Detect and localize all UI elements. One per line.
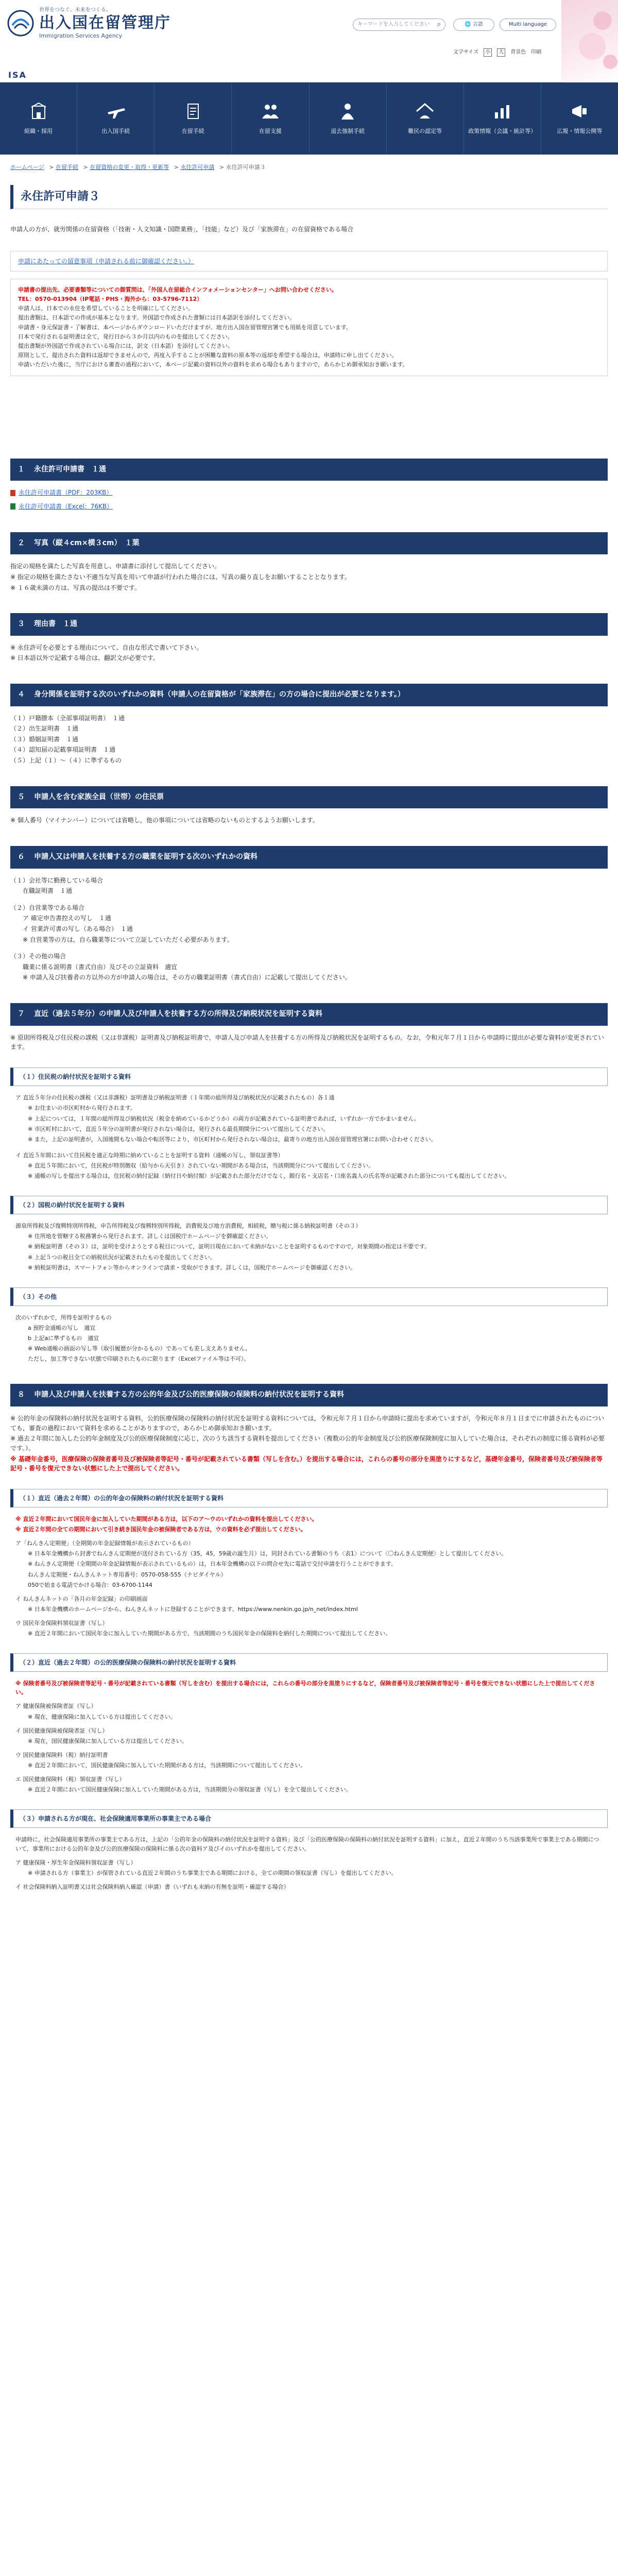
notice-line: 申請書の提出先、必要書類等についての御質問は、「外国人在留総合インフォメーションセンター」へお問い合わせください。 <box>18 286 337 294</box>
pdf-icon <box>10 490 15 496</box>
section-body <box>10 488 608 511</box>
notes-link-text[interactable]: 申請にあたっての留意事項（申請される前に御確認ください。） <box>18 257 195 265</box>
nav-label: 退去強制手続 <box>331 128 365 135</box>
body-text: （４）認知届の記載事項証明書 １通 <box>10 746 116 754</box>
section-num: ６ <box>18 852 25 861</box>
section-heading <box>10 613 608 636</box>
body-text: ※ 公的年金の保険料の納付状況を証明する資料，公的医療保険の保険料の納付状況を証明する資料については，令和元年７月１日から申請時に提出を求めていますが，令和元年８月１日までに申請されたものについても，審査の過程において資料を求めることがありますので，あらかじめ御承知おき願います。 <box>10 1415 605 1432</box>
body-text: ※ 直近２年間において国民年金に加入していた期間がある方で、当該期間のうち国民年金の保険料を納付した期間について提出してください。 <box>28 1630 391 1637</box>
subsection-heading: （２）国税の納付状況を証明する資料 <box>10 1196 608 1215</box>
notice-item: 提出書類が外国語で作成されている場合には，訳文（日本語）を添付してください。 <box>18 342 233 349</box>
section-heading <box>10 1003 608 1026</box>
download-excel-link[interactable]: 永住許可申請書（Excel：76KB） <box>19 503 113 511</box>
section-title: 申請人を含む家族全員（世帯）の住民票 <box>34 792 164 801</box>
body-text: ウ 国民健康保険料（税）納付証明書 <box>15 1751 108 1758</box>
site-logo[interactable] <box>7 6 171 40</box>
section-body <box>10 562 608 592</box>
nav-policy[interactable] <box>464 82 541 155</box>
download-pdf-link[interactable]: 永住許可申請書（PDF：203KB） <box>19 489 113 497</box>
body-text: イ 直近５年間において住民税を適正な時期に納めていることを証明する資料（通帳の写し，領収証書等） <box>15 1151 284 1159</box>
warning-text: ※ 直近２年間の全ての期間において引き続き国民年金の被保険者である方は，ウの資料を必ず提出してください。 <box>15 1526 306 1533</box>
nav-label: 在留支援 <box>259 128 282 135</box>
text-small-button[interactable]: 小 <box>484 48 492 57</box>
body-text: ※ 現在，国民健康保険に加入している方は提出してください。 <box>28 1737 187 1744</box>
body-text: （５）上記（１）〜（４）に準ずるもの <box>10 757 122 765</box>
body-text: イ ねんきんネットの「各月の年金記録」の印刷画面 <box>15 1595 148 1602</box>
body-text: ※ 市区町村において，直近５年分の証明書が発行されない場合は，発行される最長期間分について提出してください。 <box>28 1125 329 1132</box>
page-title: 永住許可申請３ <box>10 185 608 209</box>
section-title: 申請人及び申請人を扶養する方の公的年金及び公的医療保険の保険料の納付状況を証明する資料 <box>34 1391 344 1399</box>
airplane-icon <box>106 101 126 122</box>
nav-residence[interactable] <box>154 82 232 155</box>
body-text: ※ 過去２年間に加入した公的年金制度及び公的医療保険制度に応じ，次のうち該当する資料を提出してください（複数の公的年金制度及び公的医療保険制度に加入していた場合は，それぞれの制度に係る資料が必要です。）。 <box>10 1435 605 1452</box>
section-body <box>10 876 608 982</box>
body-text: ※ お住まいの市区町村から発行されます。 <box>28 1105 136 1112</box>
subsection-heading: （１）直近（過去２年間）の公的年金の保険料の納付状況を証明する資料 <box>10 1489 608 1508</box>
warning-text: ※ 基礎年金番号，医療保険の保険者番号及び被保険者等記号・番号が記載されている書類（写しを含む。）を提出する場合には，これらの番号の部分を黒塗りにするなど，基礎年金番号，保険者番号及び被保険者等記号・番号を復元できない状態にした上で提出してください。 <box>10 1455 603 1472</box>
section-num: ４ <box>18 690 25 699</box>
nav-deportation[interactable] <box>310 82 387 155</box>
body-text: ※ 直近２年間において国民健康保険に加入していた期間がある方は，当該期間分の領収証書（写し）を全て提出してください。 <box>28 1786 352 1793</box>
search-icon[interactable]: ⌕ <box>437 20 441 28</box>
building-icon <box>28 101 49 122</box>
section-title: 申請人又は申請人を扶養する方の職業を証明する次のいずれかの資料 <box>34 852 258 861</box>
body-text: （１）戸籍謄本（全部事項証明書） １通 <box>10 714 125 722</box>
download-link[interactable] <box>10 488 608 498</box>
section-title: 写真（縦４cm×横３cm） １葉 <box>34 538 140 547</box>
section-num: ２ <box>18 538 25 547</box>
notice-line: TEL：0570-013904（IP電話・PHS・海外から：03-5796-7112） <box>18 296 203 303</box>
section-heading <box>10 532 608 555</box>
body-text: ウ 国民年金保険料領収証書（写し） <box>15 1619 108 1626</box>
nav-label: 政策情報（会議・統計等） <box>468 128 537 135</box>
text-size-label: 文字サイズ <box>453 49 479 56</box>
nav-label: 難民の認定等 <box>408 128 442 135</box>
breadcrumb-link[interactable]: 永住許可申請 <box>180 164 215 171</box>
body-text: a 預貯金通帳の写し 適宜 <box>28 1325 96 1332</box>
breadcrumb: ホームページ > 在留手続 > 在留資格の変更・取得・更新等 > 永住許可申請 > 永住許可申請３ <box>10 164 266 171</box>
section-heading <box>10 459 608 481</box>
lead-text: 申請人の方が、就労関係の在留資格（「技術・人文知識・国際業務」，「技能」など）及び「家族滞在」の在留資格である場合 <box>10 226 354 233</box>
body-text: 在職証明書 １通 <box>23 887 73 895</box>
subsection-body <box>15 1093 603 1180</box>
body-text: ※ 申請人及び扶養者の方以外の方が申請人の場合は，その方の職業証明書（書式自由）に記載して提出してください。 <box>23 974 351 981</box>
notice-item: 申請いただいた後に，当庁における審査の過程において，本ページ記載の資料以外の資料を求める場合もありますので，あらかじめ御承知おき願います。 <box>18 361 408 368</box>
body-text: （２）自営業等である場合 <box>10 904 85 911</box>
body-text: ※ Web通帳の画面の写し等（取引履歴が分かるもの）であっても差し支えありません。 <box>28 1345 251 1352</box>
body-text: （１）会社等に勤務している場合 <box>10 876 104 884</box>
subsection-body <box>15 1679 603 1793</box>
body-text: ※ 上記５つの税目全ての納税状況が記載されたものを提出してください。 <box>28 1253 216 1261</box>
section-body <box>10 714 608 766</box>
nav-label: 出入国手続 <box>101 128 130 135</box>
site-title-en: Immigration Services Agency <box>39 32 123 39</box>
breadcrumb-current: 永住許可申請３ <box>226 164 266 171</box>
body-text: ※ １６歳未満の方は、写真の提出は不要です。 <box>10 584 141 591</box>
notice-item: 原則として，提出された資料は返却できませんので，再度入手することが困難な資料の原本等の返却を希望する場合は，申請時に申し出てください。 <box>18 351 398 359</box>
body-text: （３）婚姻証明書 １通 <box>10 735 79 743</box>
body-text: ア「ねんきん定期便」（全期間の年金記録情報が表示されているもの） <box>15 1540 194 1547</box>
body-text: ア 確定申告書控えの写し １通 <box>23 914 111 922</box>
body-text: ※ 納税証明書は，スマートフォン等からオンラインで請求・受取ができます。詳しくは，国税庁ホームページを御確認ください。 <box>28 1264 356 1271</box>
global-nav <box>0 82 618 155</box>
header-tools <box>453 48 541 57</box>
body-text: ※ 通帳の写しを提出する場合は，住民税の納付記録（納付日や納付額）が記載された部分だけでなく，銀行名・支店名・口座名義人の氏名等が記載された部分についても提出してください。 <box>28 1172 510 1179</box>
body-text: （２）出生証明書 １通 <box>10 725 79 733</box>
excel-icon <box>10 503 15 510</box>
section-body <box>10 816 608 825</box>
section-num: ８ <box>18 1391 25 1399</box>
body-text: ア 健康保険・厚生年金保険料領収証書（写し） <box>15 1859 136 1866</box>
body-text: イ 国民健康保険被保険者証（写し） <box>15 1727 108 1734</box>
subsection-body <box>15 1313 603 1363</box>
body-text: ※ 上記については，１年間の総所得及び納税状況（税金を納めているかどうか）の両方が記載されている証明書であれば，いずれか一方でかまいません。 <box>28 1115 420 1122</box>
body-text: ※ 自営業等の方は，自ら職業等について立証していただく必要があります。 <box>23 936 233 943</box>
notes-link[interactable] <box>10 251 608 272</box>
body-text: ア 健康保険被保険者証（写し） <box>15 1703 97 1710</box>
body-text: ※ ねんきん定期便（全期間の年金記録情報が表示されているもの）は，日本年金機構の以下の問合せ先に電話で交付申請を行うことができます。 <box>28 1561 397 1568</box>
breadcrumb-link[interactable]: 在留手続 <box>56 164 78 171</box>
notice-item: 申請書・身元保証書・了解書は、本ページからダウンロードいただけますが、地方出入国在留管理官署でも用紙を用意しています。 <box>18 324 352 331</box>
subsection-heading: （１）住民税の納付状況を証明する資料 <box>10 1067 608 1087</box>
section-num: ５ <box>18 792 25 801</box>
body-text: 050で始まる電話でかける場合：03-6700-1144 <box>28 1581 152 1588</box>
notice-item: 日本で発行される証明書は全て，発行日から３か月以内のものを提出してください。 <box>18 333 233 340</box>
search-placeholder: キーワードを入力してください <box>357 22 430 28</box>
site-header <box>0 0 618 82</box>
nav-organization[interactable] <box>0 82 77 155</box>
section-title: 理由書 １通 <box>34 620 77 629</box>
nav-label: 組織・採用 <box>24 128 53 135</box>
section-body <box>10 1414 608 1473</box>
body-text: エ 国民健康保険料（税）領収証書（写し） <box>15 1775 125 1783</box>
section-num: ３ <box>18 620 25 629</box>
warning-text: ※ 保険者番号及び被保険者等記号・番号が記載されている書類（写しを含む）を提出する場合には，これらの番号の部分を黒塗りにするなど，保険者番号及び被保険者等記号・番号を復元できない状態にした上で提出してください。 <box>15 1680 595 1696</box>
print-button[interactable]: 印刷 <box>531 49 542 56</box>
body-text: ※ 住所地を管轄する税務署から発行されます。詳しくは国税庁ホームページを御確認ください。 <box>28 1233 272 1240</box>
shelter-icon <box>415 101 435 122</box>
body-text: 職業に係る説明書（書式自由）及びその立証資料 適宜 <box>23 963 178 971</box>
body-text: ※ 日本年金機構から封書でねんきん定期便が送付されている方（35，45，59歳の誕生月）は，同封されている書類のうち〈表1〉について〈〇ねんきん定期便〉として提出してください。 <box>28 1550 507 1557</box>
text-large-button[interactable]: 大 <box>497 48 505 57</box>
header-tagline: 世界をつなぐ、未来をつくる。 <box>39 7 111 13</box>
body-text: イ 社会保険料納入証明書又は社会保険料納入確認（申請）書（いずれも未納の有無を証明・確認する場合） <box>15 1883 289 1890</box>
breadcrumb-link[interactable]: 在留資格の変更・取得・更新等 <box>90 164 169 171</box>
section-heading <box>10 786 608 809</box>
body-text: ※ 原則所得税及び住民税の課税（又は非課税）証明書及び納税証明書で，申請人及び申請人を扶養する方の所得及び納税状況を証明するもの。なお，令和元年７月１日から申請時に提出が必要な資料が変更されています。 <box>10 1033 605 1051</box>
nav-label: 在留手続 <box>181 128 204 135</box>
site-title: 出入国在留管理庁 <box>39 13 171 32</box>
body-text: ※ また，上記の証明書が，入国後間もない場合や転居等により，市区町村から発行されない場合は，最寄りの地方出入国在留管理官署にお問い合わせください。 <box>28 1136 437 1143</box>
section-heading <box>10 1384 608 1406</box>
subsection-body <box>15 1222 603 1272</box>
body-text: 申請時に，社会保険適用事業所の事業主である方は，上記の「公的年金の保険料の納付状況を証明する資料」及び「公的医療保険の保険料の納付状況を証明する資料」に加え，直近２年間のうち当該事業所で事業主である期間について，事業所における公的年金及び公的医療保険の保険料に係る次の資料ア及びイのいずれかを提出してください。 <box>15 1836 599 1852</box>
section-title: 直近（過去５年分）の申請人及び申請人を扶養する方の所得及び納税状況を証明する資料 <box>34 1009 322 1018</box>
nav-publicity[interactable] <box>541 82 618 155</box>
isa-label: ISA <box>8 70 27 80</box>
notice-item: 提出書類は、日本語での作成が基本となります。外国語で作成された書類には日本語訳を添付してください。 <box>18 314 296 321</box>
body-text: ※ 納税証明書（その３）は，証明を受けようとする税目について，証明日現在において未納がないことを証明するものですので，対象期間の指定は不要です。 <box>28 1243 431 1250</box>
multi-language-button[interactable]: Multi language <box>500 19 556 31</box>
section-body <box>10 1033 608 1052</box>
notice-item: 申請人は、日本での永住を希望していることを明確にしてください。 <box>18 305 194 312</box>
body-text: ※ 申請される方（事業主）が保管されている直近２年間のうち事業主である期間における，全ての期間の領収証書（写し）を提出してください。 <box>28 1869 397 1876</box>
isa-logo-icon <box>7 10 34 37</box>
subsection-body <box>15 1515 603 1638</box>
megaphone-icon <box>569 101 590 122</box>
body-text: b 上記aに準ずるもの 適宜 <box>28 1335 99 1342</box>
person-icon <box>337 101 358 122</box>
document-icon <box>183 101 203 122</box>
body-text: ※ 直近５年間において，住民税が特別徴収（給与から天引き）されていない期間がある場合は，当該期間分について提出してください。 <box>28 1162 374 1169</box>
nav-refugee[interactable] <box>387 82 464 155</box>
subsection-heading: （３）その他 <box>10 1287 608 1307</box>
subsection-body <box>15 1835 603 1891</box>
support-icon <box>260 101 281 122</box>
body-text: ※ 日本年金機構のホームページから、ねんきんネットに登録することができます。https://www.nenkin.go.jp/n_net/index.html <box>28 1605 358 1613</box>
body-text: ただし，加工等できない状態で印刷されたものに限ります（Excelファイル等は不可）。 <box>28 1355 250 1363</box>
nav-support[interactable] <box>232 82 309 155</box>
nav-immigration[interactable] <box>77 82 154 155</box>
section-num: ７ <box>18 1009 25 1018</box>
contrast-button[interactable]: 背景色 <box>510 49 526 56</box>
notice-box <box>10 279 608 376</box>
section-title: 身分関係を証明する次のいずれかの資料（申請人の在留資格が「家族滞在」の方の場合に提出が必要となります。） <box>34 690 405 699</box>
language-button[interactable]: 🌐 言語 <box>453 19 494 31</box>
body-text: イ 営業許可書の写し（ある場合） １通 <box>23 925 133 933</box>
subsection-heading: （３）申請される方が現在、社会保険適用事業所の事業主である場合 <box>10 1809 608 1828</box>
body-text: ア 直近５年分の住民税の課税（又は非課税）証明書及び納税証明書（１年間の総所得及び納税状況が記載されたもの）各１通 <box>15 1094 335 1101</box>
breadcrumb-link[interactable]: ホームページ <box>10 164 44 171</box>
warning-text: ※ 直近２年間において国民年金に加入していた期間がある方は，以下のア〜ウのいずれかの資料を提出してください。 <box>15 1516 318 1523</box>
body-text: ※ 日本語以外で記載する場合は、翻訳文が必要です。 <box>10 654 159 662</box>
header-illustration <box>561 0 618 82</box>
nav-label: 広報・情報公開等 <box>557 128 603 135</box>
body-text: 源泉所得税及び復興特別所得税，申告所得税及び復興特別所得税，消費税及び地方消費税，相続税，贈与税に係る納税証明書（その３） <box>15 1223 361 1230</box>
section-heading <box>10 684 608 706</box>
body-text: ねんきん定期便・ねんきんネット専用番号：0570-058-555（ナビダイヤル） <box>28 1571 227 1578</box>
body-text: （３）その他の場合 <box>10 953 66 960</box>
body-text: ※ 永住許可を必要とする理由について、自由な形式で書いて下さい。 <box>10 643 203 651</box>
subsection-heading: （２）直近（過去２年間）の公的医療保険の保険料の納付状況を証明する資料 <box>10 1653 608 1672</box>
download-link[interactable] <box>10 502 608 512</box>
body-text: ※ 直近２年間において，国民健康保険に加入していた期間がある方は，当該期間について提出してください。 <box>28 1761 306 1769</box>
body-text: ※ 個人番号（マイナンバー）については省略し，他の事項については省略のないものとするようお願いします。 <box>10 817 319 824</box>
body-text: 次のいずれかで，所得を証明するもの <box>15 1314 112 1321</box>
body-text: 指定の規格を満たした写真を用意し、申請書に添付して提出してください。 <box>10 563 221 570</box>
chart-icon <box>492 101 512 122</box>
section-heading <box>10 846 608 869</box>
body-text: ※ 指定の規格を満たさない不適当な写真を用いて申請が行われた場合には、写真の撮り直しをお願いすることとなります。 <box>10 573 351 581</box>
section-title: 永住許可申請書 １通 <box>34 465 106 473</box>
section-body <box>10 643 608 663</box>
body-text: ※ 現在，健康保険に加入している方は提出してください。 <box>28 1713 176 1720</box>
section-num: １ <box>18 465 25 473</box>
search-input[interactable] <box>353 19 445 31</box>
